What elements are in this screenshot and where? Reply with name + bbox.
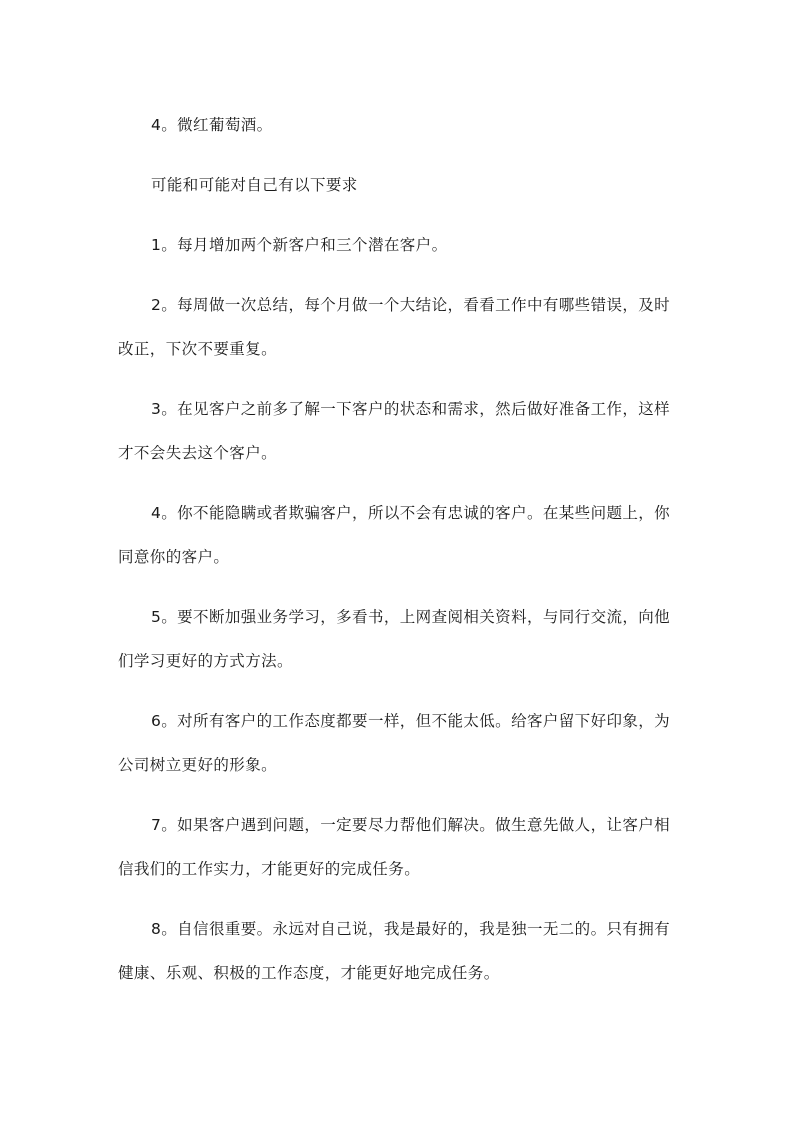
- document-body: [118, 103, 678, 995]
- paragraph-requirement-1: 1。每月增加两个新客户和三个潜在客户。: [151, 236, 448, 254]
- paragraph-requirement-5: 5。要不断加强业务学习，多看书，上网查阅相关资料，与同行交流，向他们学习更好的方式方法。: [118, 608, 671, 670]
- paragraph-requirement-6: 6。对所有客户的工作态度都要一样，但不能太低。给客户留下好印象，为公司树立更好的形象。: [118, 712, 671, 774]
- paragraph-wine-item: 4。微红葡萄酒。: [151, 116, 273, 134]
- paragraph-requirement-8: 8。自信很重要。永远对自己说，我是最好的，我是独一无二的。只有拥有健康、乐观、积极的工作态度，才能更好地完成任务。: [118, 920, 671, 982]
- paragraph-requirement-7: 7。如果客户遇到问题，一定要尽力帮他们解决。做生意先做人，让客户相信我们的工作实力，才能更好的完成任务。: [118, 816, 671, 878]
- paragraph-requirement-3: 3。在见客户之前多了解一下客户的状态和需求，然后做好准备工作，这样才不会失去这个客户。: [118, 400, 671, 462]
- paragraph-requirement-4: 4。你不能隐瞒或者欺骗客户，所以不会有忠诚的客户。在某些问题上，你同意你的客户。: [118, 504, 671, 566]
- paragraph-requirements-intro: 可能和可能对自己有以下要求: [151, 176, 358, 194]
- paragraph-requirement-2: 2。每周做一次总结，每个月做一个大结论，看看工作中有哪些错误，及时改正，下次不要重复。: [118, 296, 671, 358]
